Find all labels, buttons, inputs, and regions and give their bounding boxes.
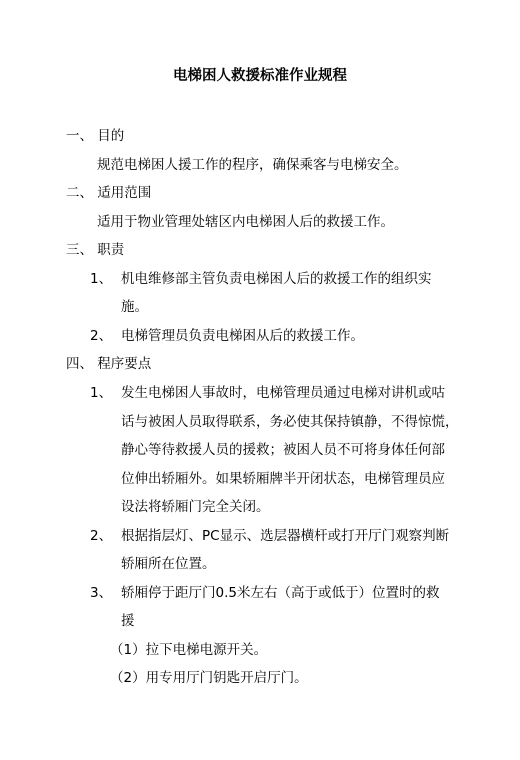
list-item-number: 1、 [90, 271, 113, 287]
sub-item-text: 拉下电梯电源开关。 [145, 642, 268, 658]
section-body-scope: 适用于物业管理处辖区内电梯困人后的救援工作。 [97, 214, 394, 230]
list-item-number: 1、 [90, 385, 113, 401]
section-heading-procedure: 四、 程序要点 [66, 356, 152, 372]
list-item-text: 发生电梯困人事故时，电梯管理员通过电梯对讲机或咕 [121, 385, 445, 401]
section-heading-purpose: 一、 目的 [66, 128, 125, 144]
list-item-text: 话与被困人员取得联系，务必使其保持镇静，不得惊慌， [121, 414, 459, 430]
list-item-text: 根据指层灯、PC显示、选层器横杆或打开厅门观察判断 [121, 528, 450, 544]
list-item-text: 位伸出轿厢外。如果轿厢牌半开闭状态，电梯管理员应 [121, 471, 445, 487]
section-heading-scope: 二、 适用范围 [66, 185, 152, 201]
list-item-number: 2、 [90, 528, 113, 544]
list-item-text: 设法将轿厢门完全关闭。 [121, 499, 270, 515]
list-item-text: 机电维修部主管负责电梯困人后的救援工作的组织实 [121, 271, 432, 287]
sub-item [110, 666, 308, 686]
list-item-text: 静心等待救援人员的援救；被困人员不可将身体任何部 [121, 442, 445, 458]
list-item-text: 轿厢所在位置。 [121, 556, 216, 572]
list-item-text: 轿厢停于距厅门0.5米左右（高于或低于）位置时的救 [121, 585, 440, 601]
list-item-number: 2、 [90, 328, 113, 344]
list-item-text: 施。 [121, 299, 148, 315]
sub-item-text: 用专用厅门钥匙开启厅门。 [145, 670, 308, 686]
list-item-number: 3、 [90, 585, 113, 601]
document-title: 电梯困人救援标准作业规程 [173, 68, 347, 84]
list-item-text: 电梯管理员负责电梯困从后的救援工作。 [121, 328, 364, 344]
list-item-text: 援 [121, 613, 135, 629]
sub-item [110, 638, 267, 658]
section-heading-responsibilities: 三、 职责 [66, 242, 125, 258]
sub-item-number: （2） [110, 670, 146, 686]
sub-item-number: （1） [110, 642, 146, 658]
section-body-purpose: 规范电梯困人援工作的程序，确保乘客与电梯安全。 [97, 157, 408, 173]
